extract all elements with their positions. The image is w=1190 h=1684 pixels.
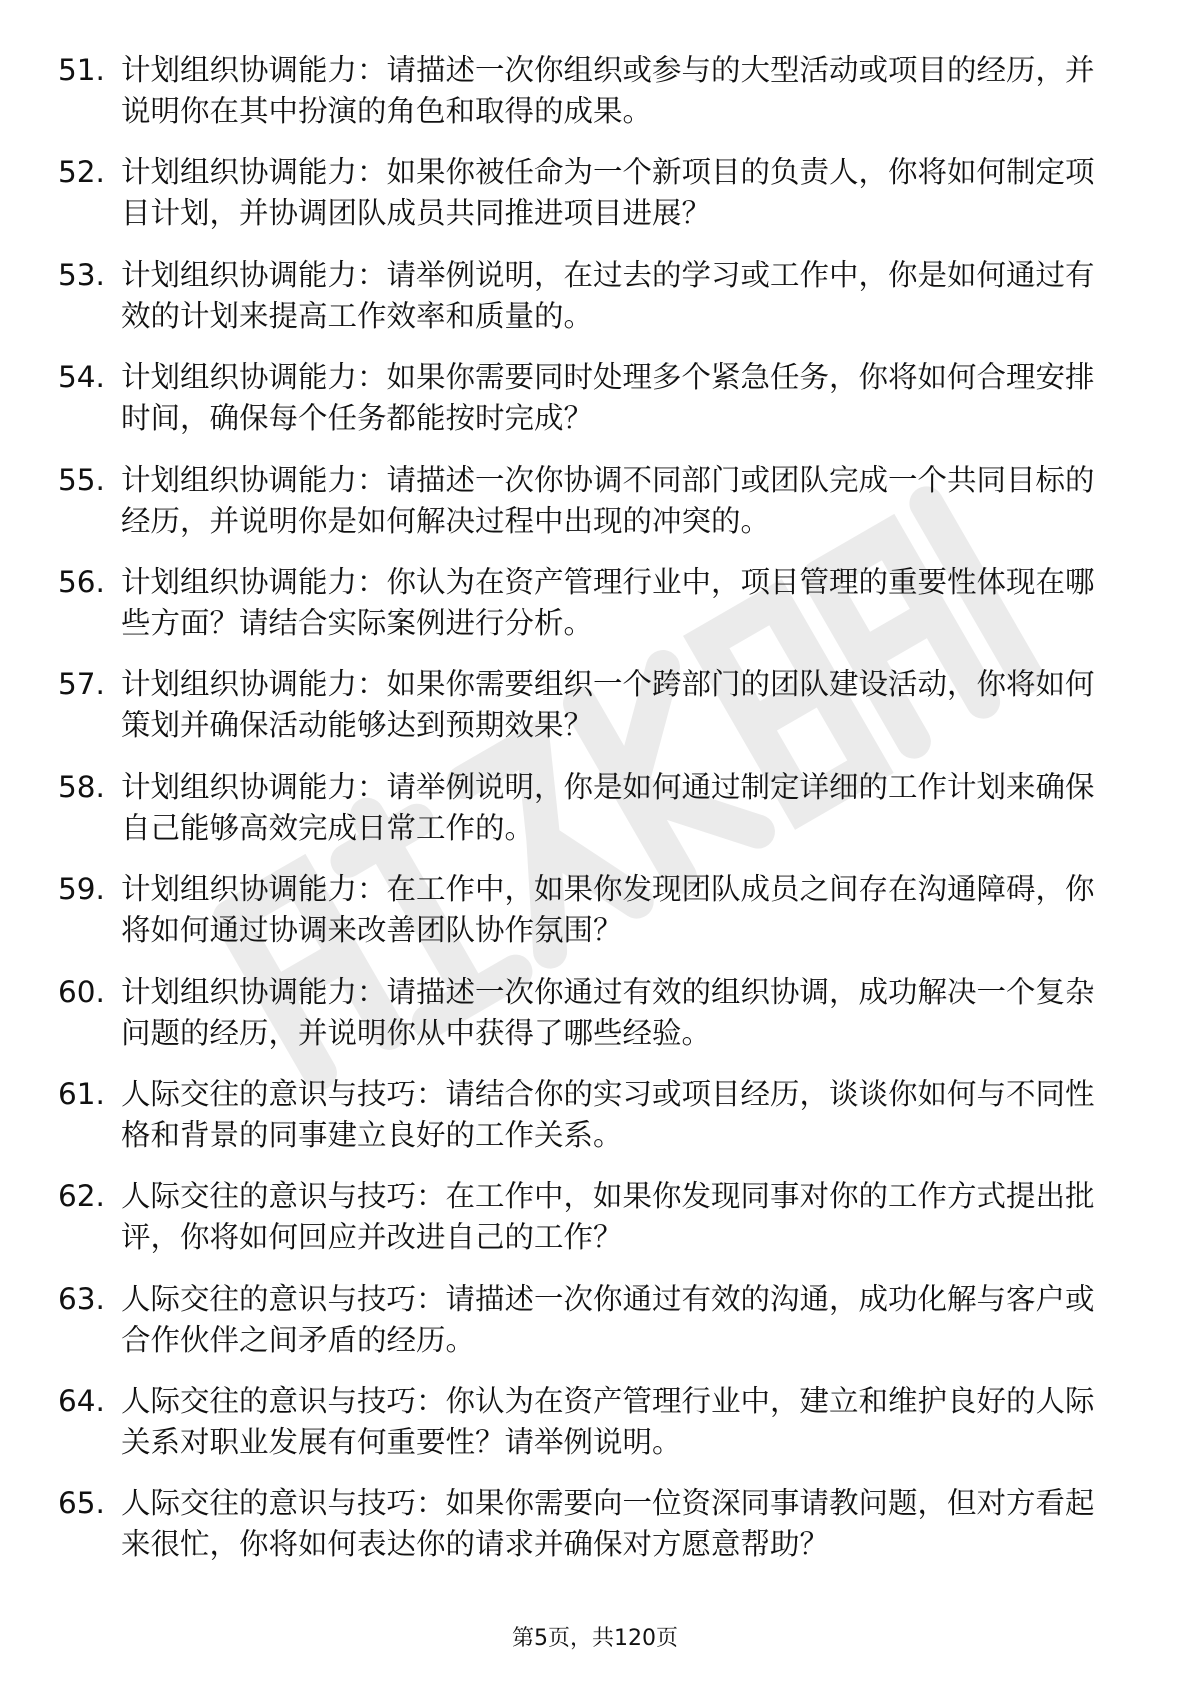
question-item [58,357,1118,439]
question-text: 计划组织协调能力：如果你被任命为一个新项目的负责人，你将如何制定项目计划，并协调团队成员共同推进项目进展？ [121,155,1095,231]
question-item [58,460,1118,542]
question-text: 人际交往的意识与技巧：请描述一次你通过有效的沟通，成功化解与客户或合作伙伴之间矛盾的经历。 [121,1281,1095,1357]
question-item [58,1279,1118,1361]
question-item [58,562,1118,644]
question-item [58,972,1118,1054]
question-list [58,50,1118,1586]
question-item [58,664,1118,746]
question-number: 54. [58,360,105,395]
question-text: 计划组织协调能力：请描述一次你组织或参与的大型活动或项目的经历，并说明你在其中扮演的角色和取得的成果。 [121,53,1095,128]
question-number: 58. [58,769,105,804]
question-number: 56. [58,564,105,599]
question-text: 计划组织协调能力：请描述一次你通过有效的组织协调，成功解决一个复杂问题的经历，并说明你从中获得了哪些经验。 [121,974,1095,1050]
question-text: 人际交往的意识与技巧：请结合你的实习或项目经历，谈谈你如何与不同性格和背景的同事建立良好的工作关系。 [121,1076,1095,1152]
question-item [58,1381,1118,1463]
question-item [58,1483,1118,1565]
question-item [58,1074,1118,1156]
question-number: 60. [58,974,105,1009]
question-number: 52. [58,155,105,190]
question-number: 65. [58,1486,105,1521]
question-text: 计划组织协调能力：如果你需要同时处理多个紧急任务，你将如何合理安排时间，确保每个任务都能按时完成？ [121,360,1095,436]
question-text: 计划组织协调能力：请描述一次你协调不同部门或团队完成一个共同目标的经历，并说明你是如何解决过程中出现的冲突的。 [121,462,1095,538]
question-text: 计划组织协调能力：在工作中，如果你发现团队成员之间存在沟通障碍，你将如何通过协调来改善团队协作氛围？ [121,872,1095,948]
page-number-label: 第5页，共120页 [512,1626,678,1651]
question-item [58,1176,1118,1258]
question-number: 55. [58,462,105,497]
question-text: 计划组织协调能力：如果你需要组织一个跨部门的团队建设活动，你将如何策划并确保活动能够达到预期效果？ [121,667,1095,743]
question-text: 人际交往的意识与技巧：你认为在资产管理行业中，建立和维护良好的人际关系对职业发展有何重要性？请举例说明。 [121,1384,1095,1460]
question-number: 64. [58,1384,105,1419]
question-number: 61. [58,1076,105,1111]
question-number: 51. [58,53,105,87]
question-item [58,50,1118,132]
page-footer [0,1625,1190,1653]
question-text: 人际交往的意识与技巧：在工作中，如果你发现同事对你的工作方式提出批评，你将如何回应并改进自己的工作？ [121,1179,1095,1255]
question-item [58,767,1118,849]
question-text: 计划组织协调能力：请举例说明，你是如何通过制定详细的工作计划来确保自己能够高效完成日常工作的。 [121,769,1095,845]
question-number: 53. [58,257,105,292]
question-number: 62. [58,1179,105,1214]
question-number: 57. [58,667,105,702]
question-number: 63. [58,1281,105,1316]
question-item [58,255,1118,337]
question-text: 人际交往的意识与技巧：如果你需要向一位资深同事请教问题，但对方看起来很忙，你将如何表达你的请求并确保对方愿意帮助？ [121,1486,1095,1562]
question-number: 59. [58,872,105,907]
question-item [58,869,1118,951]
question-item [58,152,1118,234]
question-text: 计划组织协调能力：你认为在资产管理行业中，项目管理的重要性体现在哪些方面？请结合实际案例进行分析。 [121,564,1095,640]
question-text: 计划组织协调能力：请举例说明，在过去的学习或工作中，你是如何通过有效的计划来提高工作效率和质量的。 [121,257,1095,333]
